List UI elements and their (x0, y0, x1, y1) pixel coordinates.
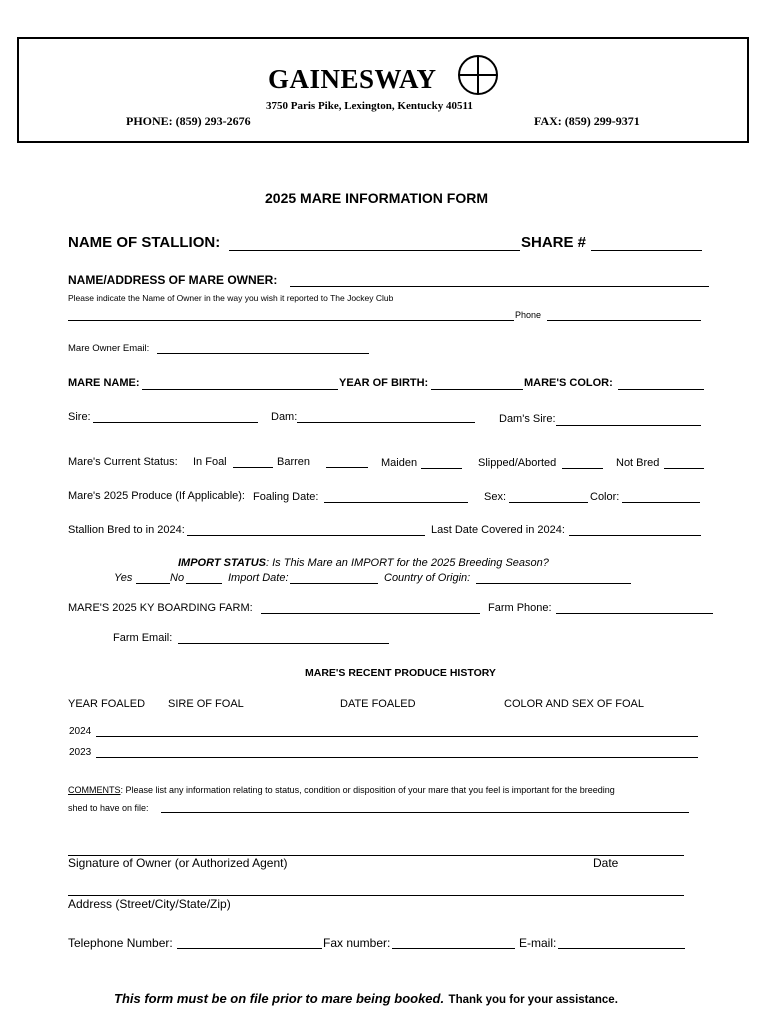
footer-requirement: This form must be on file prior to mare being booked. (114, 991, 445, 1006)
status-barren-field[interactable] (326, 453, 368, 467)
history-row-2023-line (96, 757, 698, 758)
telephone-line (177, 948, 322, 949)
company-address: 3750 Paris Pike, Lexington, Kentucky 40511 (266, 100, 473, 112)
country-field[interactable] (476, 569, 631, 583)
foaling-date-line (324, 502, 468, 503)
owner-email-line (157, 353, 369, 354)
owner-note: Please indicate the Name of Owner in the way you wish it reported to The Jockey Club (68, 293, 394, 303)
import-date-line (290, 583, 378, 584)
import-date-field[interactable] (290, 569, 378, 583)
signature-date-label: Date (593, 856, 619, 870)
owner-phone-line (547, 320, 701, 321)
share-field[interactable] (591, 235, 702, 249)
produce-color-line (622, 502, 700, 503)
owner-email-field[interactable] (157, 339, 369, 353)
dam-field[interactable] (297, 408, 475, 422)
history-row-2024-field[interactable] (96, 722, 698, 736)
status-barren-line (326, 467, 368, 468)
email-line (558, 948, 685, 949)
fax-field[interactable] (392, 934, 515, 948)
signature-field[interactable] (68, 839, 684, 855)
cross-circle-logo-icon (456, 54, 501, 96)
mare-name-field[interactable] (142, 375, 338, 389)
import-status-text: : Is This Mare an IMPORT for the 2025 Breeding Season? (266, 557, 549, 569)
boarding-label: MARE'S 2025 KY BOARDING FARM: (68, 602, 253, 614)
history-title: MARE'S RECENT PRODUCE HISTORY (305, 667, 496, 679)
country-label: Country of Origin: (384, 572, 471, 584)
address-line (68, 895, 684, 896)
telephone-label: Telephone Number: (68, 936, 173, 950)
comments-line (161, 812, 689, 813)
bred-label: Stallion Bred to in 2024: (68, 524, 185, 536)
import-date-label: Import Date: (228, 572, 289, 584)
address-label: Address (Street/City/State/Zip) (68, 897, 231, 911)
owner-phone-field[interactable] (547, 306, 701, 320)
company-phone: PHONE: (859) 293-2676 (126, 114, 251, 128)
bred-line (187, 535, 425, 536)
country-line (476, 583, 631, 584)
stallion-label: NAME OF STALLION: (68, 234, 221, 251)
comments-text-continued: shed to have on file: (68, 803, 149, 813)
stallion-field[interactable] (229, 235, 520, 249)
telephone-field[interactable] (177, 934, 322, 948)
owner-line (290, 286, 709, 287)
status-maiden-label: Maiden (381, 457, 418, 469)
status-not-bred-field[interactable] (664, 454, 704, 468)
history-row-2024-line (96, 736, 698, 737)
form-title: 2025 MARE INFORMATION FORM (265, 190, 488, 206)
produce-label: Mare's 2025 Produce (If Applicable): (68, 490, 245, 502)
status-not-bred-line (664, 468, 704, 469)
email-label: E-mail: (519, 936, 557, 950)
farm-phone-line (556, 613, 713, 614)
share-label: SHARE # (521, 234, 587, 251)
sex-label: Sex: (484, 491, 507, 503)
status-slipped-line (562, 468, 603, 469)
fax-label: Fax number: (323, 936, 391, 950)
history-year-2024: 2024 (69, 726, 92, 737)
history-row-2023-field[interactable] (96, 743, 698, 757)
import-yes-label: Yes (114, 572, 133, 584)
sire-line (93, 422, 258, 423)
status-barren-label: Barren (277, 456, 311, 468)
stallion-line (229, 250, 520, 251)
status-in-foal-line (233, 467, 273, 468)
footer-thanks: Thank you for your assistance. (448, 994, 618, 1006)
produce-color-field[interactable] (622, 488, 700, 502)
dam-line (297, 422, 475, 423)
owner-address-line (68, 320, 514, 321)
bred-field[interactable] (187, 521, 425, 535)
comments-instructions (68, 785, 615, 795)
last-date-line (569, 535, 701, 536)
import-no-label: No (170, 572, 185, 584)
status-in-foal-field[interactable] (233, 453, 273, 467)
status-slipped-field[interactable] (562, 454, 603, 468)
sex-line (509, 502, 588, 503)
mare-color-field[interactable] (618, 375, 704, 389)
sex-field[interactable] (509, 488, 588, 502)
history-col-sire: SIRE OF FOAL (168, 698, 244, 710)
address-field[interactable] (68, 879, 684, 895)
mare-color-label: MARE'S COLOR: (524, 377, 613, 389)
yob-label: YEAR OF BIRTH: (339, 377, 429, 389)
mare-color-line (618, 389, 704, 390)
farm-phone-label: Farm Phone: (488, 602, 552, 614)
fax-line (392, 948, 515, 949)
import-status-title: IMPORT STATUS (178, 557, 266, 569)
comments-label: COMMENTS (68, 785, 121, 795)
farm-email-line (178, 643, 389, 644)
farm-phone-field[interactable] (556, 599, 713, 613)
dams-sire-line (556, 425, 701, 426)
dams-sire-label: Dam's Sire: (499, 413, 556, 425)
yob-field[interactable] (431, 375, 523, 389)
history-col-date: DATE FOALED (340, 698, 416, 710)
signature-label: Signature of Owner (or Authorized Agent) (68, 856, 288, 870)
owner-label: NAME/ADDRESS OF MARE OWNER: (68, 273, 278, 287)
import-status-question (178, 557, 549, 569)
footer-note (114, 990, 618, 1008)
mare-name-line (142, 389, 338, 390)
status-label: Mare's Current Status: (68, 456, 178, 468)
status-maiden-line (421, 468, 462, 469)
history-year-2023: 2023 (69, 747, 92, 758)
foaling-date-field[interactable] (324, 488, 468, 502)
status-maiden-field[interactable] (421, 454, 462, 468)
history-col-color-sex: COLOR AND SEX OF FOAL (504, 698, 644, 710)
mare-name-label: MARE NAME: (68, 377, 140, 389)
owner-email-label: Mare Owner Email: (68, 343, 150, 354)
import-yes-line (136, 583, 170, 584)
import-yes-field[interactable] (136, 569, 170, 583)
owner-field[interactable] (290, 272, 709, 286)
farm-email-label: Farm Email: (113, 632, 173, 644)
status-not-bred-label: Not Bred (616, 457, 660, 469)
comments-field[interactable] (161, 798, 689, 812)
import-no-field[interactable] (186, 569, 222, 583)
last-date-label: Last Date Covered in 2024: (431, 524, 565, 536)
farm-email-field[interactable] (178, 629, 389, 643)
status-in-foal-label: In Foal (193, 456, 227, 468)
comments-text: : Please list any information relating to status, condition or disposition of your mare that you feel is important for the breeding (120, 785, 615, 795)
email-field[interactable] (558, 934, 685, 948)
sire-field[interactable] (93, 408, 258, 422)
sire-label: Sire: (68, 411, 91, 423)
company-fax: FAX: (859) 299-9371 (534, 114, 640, 128)
dam-label: Dam: (271, 411, 298, 423)
boarding-field[interactable] (261, 599, 480, 613)
status-slipped-label: Slipped/Aborted (478, 457, 557, 469)
produce-color-label: Color: (590, 491, 620, 503)
dams-sire-field[interactable] (556, 411, 701, 425)
company-name: GAINESWAY (268, 64, 437, 94)
foaling-date-label: Foaling Date: (253, 491, 319, 503)
owner-address-field[interactable] (68, 306, 514, 320)
yob-line (431, 389, 523, 390)
share-line (591, 250, 702, 251)
owner-phone-label: Phone (515, 310, 542, 320)
history-col-year: YEAR FOALED (68, 698, 146, 710)
boarding-line (261, 613, 480, 614)
last-date-field[interactable] (569, 521, 701, 535)
import-no-line (186, 583, 222, 584)
